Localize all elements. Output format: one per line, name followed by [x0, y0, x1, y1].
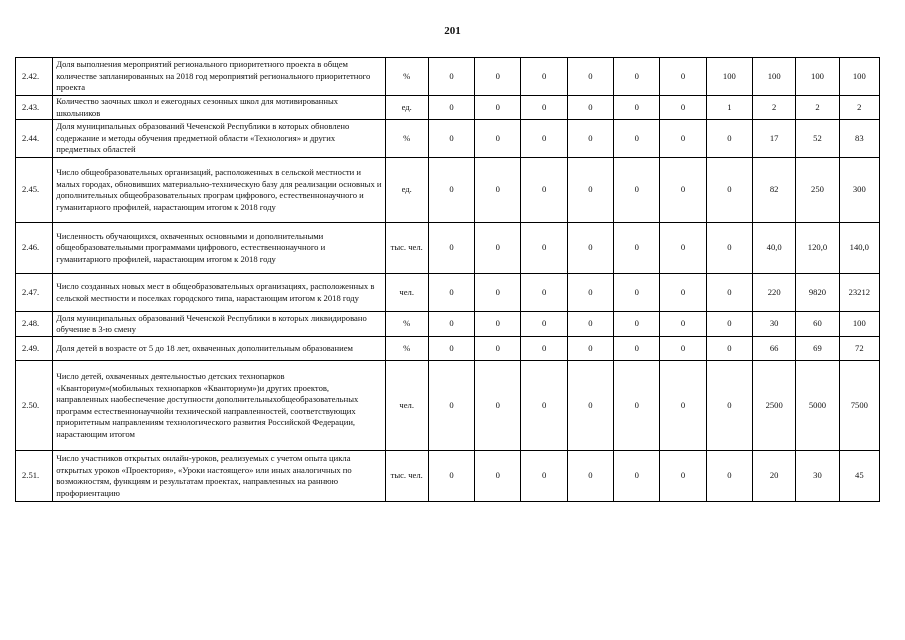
value-cell: 100 [706, 58, 752, 96]
value-cell: 0 [521, 58, 567, 96]
value-cell: 0 [614, 274, 660, 312]
value-cell: 0 [706, 361, 752, 451]
unit-cell: тыс. чел. [385, 223, 428, 274]
value-cell: 20 [753, 451, 796, 502]
value-cell: 0 [428, 158, 474, 223]
value-cell: 0 [567, 96, 613, 120]
value-cell: 0 [428, 312, 474, 337]
value-cell: 30 [796, 451, 839, 502]
value-cell: 0 [660, 96, 706, 120]
value-cell: 250 [796, 158, 839, 223]
value-cell: 0 [706, 274, 752, 312]
indicator-description: Число созданных новых мест в общеобразовательных организациях, расположенных в сельской местности и поселках городского типа, нарастающим итогом к 2018 году [53, 274, 385, 312]
row-number: 2.42. [16, 58, 53, 96]
indicators-table [15, 57, 880, 502]
value-cell: 7500 [839, 361, 879, 451]
unit-cell: ед. [385, 96, 428, 120]
indicator-description: Доля детей в возрасте от 5 до 18 лет, охваченных дополнительным образованием [53, 337, 385, 361]
value-cell: 0 [706, 158, 752, 223]
row-number: 2.47. [16, 274, 53, 312]
value-cell: 2 [753, 96, 796, 120]
unit-cell: ед. [385, 158, 428, 223]
value-cell: 120,0 [796, 223, 839, 274]
value-cell: 0 [475, 337, 521, 361]
value-cell: 0 [614, 120, 660, 158]
value-cell: 0 [660, 312, 706, 337]
value-cell: 2 [839, 96, 879, 120]
value-cell: 0 [475, 223, 521, 274]
value-cell: 0 [614, 337, 660, 361]
value-cell: 0 [521, 312, 567, 337]
value-cell: 0 [614, 96, 660, 120]
value-cell: 0 [475, 58, 521, 96]
value-cell: 0 [567, 120, 613, 158]
row-number: 2.46. [16, 223, 53, 274]
table-row [16, 223, 880, 274]
value-cell: 0 [706, 451, 752, 502]
value-cell: 0 [660, 120, 706, 158]
unit-cell: % [385, 58, 428, 96]
value-cell: 0 [614, 223, 660, 274]
value-cell: 0 [475, 158, 521, 223]
value-cell: 0 [660, 361, 706, 451]
value-cell: 72 [839, 337, 879, 361]
value-cell: 0 [521, 337, 567, 361]
unit-cell: % [385, 312, 428, 337]
value-cell: 0 [614, 451, 660, 502]
value-cell: 0 [567, 274, 613, 312]
value-cell: 0 [614, 58, 660, 96]
row-number: 2.49. [16, 337, 53, 361]
value-cell: 0 [428, 223, 474, 274]
value-cell: 0 [614, 312, 660, 337]
value-cell: 0 [567, 312, 613, 337]
value-cell: 5000 [796, 361, 839, 451]
value-cell: 0 [475, 96, 521, 120]
value-cell: 0 [428, 451, 474, 502]
value-cell: 0 [660, 58, 706, 96]
value-cell: 100 [839, 312, 879, 337]
value-cell: 0 [660, 274, 706, 312]
value-cell: 100 [753, 58, 796, 96]
page-number: 201 [444, 25, 461, 37]
row-number: 2.48. [16, 312, 53, 337]
value-cell: 40,0 [753, 223, 796, 274]
table-row [16, 361, 880, 451]
row-number: 2.51. [16, 451, 53, 502]
value-cell: 1 [706, 96, 752, 120]
indicator-description: Доля муниципальных образований Чеченской Республики в которых обновлено содержание и методы обучения предметной области «Технология» и других предметных областей [53, 120, 385, 158]
value-cell: 45 [839, 451, 879, 502]
unit-cell: % [385, 120, 428, 158]
value-cell: 220 [753, 274, 796, 312]
value-cell: 0 [521, 451, 567, 502]
value-cell: 0 [475, 312, 521, 337]
value-cell: 0 [428, 361, 474, 451]
value-cell: 0 [567, 58, 613, 96]
value-cell: 30 [753, 312, 796, 337]
value-cell: 100 [839, 58, 879, 96]
value-cell: 23212 [839, 274, 879, 312]
value-cell: 0 [614, 361, 660, 451]
value-cell: 0 [567, 451, 613, 502]
value-cell: 17 [753, 120, 796, 158]
value-cell: 66 [753, 337, 796, 361]
indicator-description: Численность обучающихся, охваченных основными и дополнительными общеобразовательными программами цифрового, естественнонаучного и гуманитарного профилей, нарастающим итогом к 2018 году [53, 223, 385, 274]
value-cell: 0 [567, 158, 613, 223]
value-cell: 0 [521, 96, 567, 120]
unit-cell: чел. [385, 361, 428, 451]
table-row [16, 96, 880, 120]
value-cell: 0 [521, 158, 567, 223]
unit-cell: тыс. чел. [385, 451, 428, 502]
indicator-description: Количество заочных школ и ежегодных сезонных школ для мотивированных школьников [53, 96, 385, 120]
value-cell: 69 [796, 337, 839, 361]
value-cell: 0 [706, 337, 752, 361]
indicator-description: Доля муниципальных образований Чеченской Республики в которых ликвидировано обучение в 3-ю смену [53, 312, 385, 337]
indicator-description: Число детей, охваченных деятельностью детских технопарков «Кванториум»(мобильных технопарков «Кванториум»)и других проектов, направленных наобеспечение доступности дополнительныхобщеобразовательных программ естественнонаучнойи технической направленностей, соответствующих приоритетным направлениям технологического развития Российской Федерации, нарастающим итогом [53, 361, 385, 451]
indicator-description: Доля выполнения мероприятий регионального приоритетного проекта в общем количестве запланированных на 2018 год мероприятий регионального приоритетного проекта [53, 58, 385, 96]
value-cell: 0 [521, 223, 567, 274]
value-cell: 0 [428, 337, 474, 361]
value-cell: 0 [475, 274, 521, 312]
value-cell: 0 [660, 223, 706, 274]
value-cell: 0 [660, 337, 706, 361]
indicator-description: Число общеобразовательных организаций, расположенных в сельской местности и малых городах, обновивших материально-техническую базу для реализации основных и дополнительных общеобразовательных програм цифрового, естественнонаучного и гуманитарного профилей, нарастающим итогом к 2018 году [53, 158, 385, 223]
value-cell: 0 [706, 223, 752, 274]
value-cell: 140,0 [839, 223, 879, 274]
unit-cell: % [385, 337, 428, 361]
row-number: 2.43. [16, 96, 53, 120]
value-cell: 0 [521, 361, 567, 451]
value-cell: 0 [428, 58, 474, 96]
value-cell: 2500 [753, 361, 796, 451]
table-row [16, 58, 880, 96]
value-cell: 0 [660, 158, 706, 223]
value-cell: 300 [839, 158, 879, 223]
indicator-description: Число участников открытых онлайн-уроков, реализуемых с учетом опыта цикла открытых уроков «Проектория», «Уроки настоящего» или иных аналогичных по возможностям, функциям и результатам проектах, направленных на раннюю профориентацию [53, 451, 385, 502]
value-cell: 82 [753, 158, 796, 223]
value-cell: 0 [475, 120, 521, 158]
value-cell: 0 [428, 120, 474, 158]
value-cell: 0 [567, 361, 613, 451]
value-cell: 0 [521, 274, 567, 312]
value-cell: 83 [839, 120, 879, 158]
value-cell: 0 [475, 451, 521, 502]
value-cell: 0 [567, 337, 613, 361]
row-number: 2.44. [16, 120, 53, 158]
value-cell: 0 [706, 120, 752, 158]
value-cell: 2 [796, 96, 839, 120]
unit-cell: чел. [385, 274, 428, 312]
table-row [16, 451, 880, 502]
table-row [16, 120, 880, 158]
value-cell: 0 [614, 158, 660, 223]
table-row [16, 337, 880, 361]
value-cell: 0 [706, 312, 752, 337]
table-row [16, 158, 880, 223]
value-cell: 60 [796, 312, 839, 337]
value-cell: 100 [796, 58, 839, 96]
value-cell: 0 [428, 96, 474, 120]
value-cell: 0 [475, 361, 521, 451]
value-cell: 0 [567, 223, 613, 274]
row-number: 2.45. [16, 158, 53, 223]
value-cell: 52 [796, 120, 839, 158]
value-cell: 0 [521, 120, 567, 158]
value-cell: 9820 [796, 274, 839, 312]
table-row [16, 274, 880, 312]
row-number: 2.50. [16, 361, 53, 451]
value-cell: 0 [428, 274, 474, 312]
table-row [16, 312, 880, 337]
value-cell: 0 [660, 451, 706, 502]
